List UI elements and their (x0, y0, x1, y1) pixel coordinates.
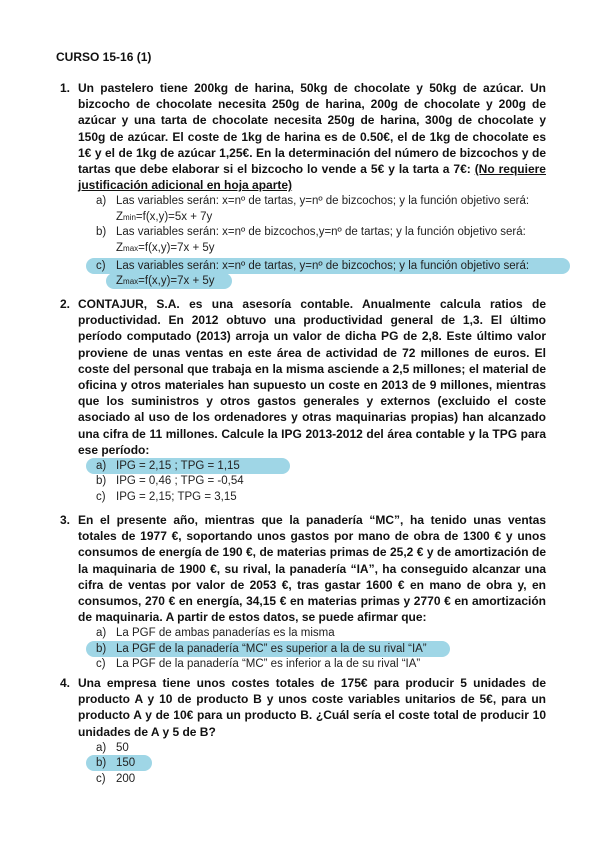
answer-options (96, 459, 546, 505)
option-letter: c) (96, 490, 106, 503)
option-formula (96, 210, 546, 225)
option-text: 200 (116, 772, 136, 785)
question-number: 1. (60, 81, 71, 95)
option-b (96, 225, 546, 256)
option-formula (96, 241, 546, 256)
option-b (96, 474, 546, 489)
answer-options (96, 741, 546, 787)
question-note: (No requiere justificación adicional en hoja aparte) (78, 162, 546, 193)
option-letter: b) (96, 226, 107, 239)
question-3 (60, 512, 546, 673)
option-text: Las variables serán: x=nº de bizcochos,y=nº de tartas; y la función objetivo será: (116, 226, 526, 239)
option-text: IPG = 0,46 ; TPG = -0,54 (116, 475, 244, 488)
option-a (96, 741, 546, 756)
option-letter: a) (96, 627, 107, 640)
question-text: Una empresa tiene unos costes totales de 175€ para producir 5 unidades de producto A y 10 de producto B y unos coste variables unitarios de 5€, para un producto A y de 10€ para un producto B. ¿Cuál sería el coste total de producir 10 unidades de A y 5 de B? (78, 676, 546, 739)
question-4 (60, 675, 546, 787)
question-number: 2. (60, 297, 71, 311)
page-title: CURSO 15-16 (1) (56, 50, 152, 64)
option-text: 50 (116, 741, 129, 754)
question-2 (60, 296, 546, 505)
option-text: La PGF de la panadería “MC” es inferior a la de su rival “IA” (116, 658, 421, 671)
question-text: CONTAJUR, S.A. es una asesoría contable. Anualmente calcula ratios de productividad. En 2012 obtuvo una productividad general de 1,3. El último período computado (2013) arroja un valor de dicha PG de 2,8. Este último valor proviene de unas ventas en este área de actividad de 72 millones de euros. El coste del personal que trabaja en la misma asciende a 2,5 millones; el material de oficina y otros materiales han supuesto un coste en 2013 de 9 millones, mientras que los suministros y otros gastos generales y externos (excluido el coste asociado al uso de los ordenadores y otras maquinarias propias) han alcanzado una cifra de 11 millones. Calcule la IPG 2013-2012 del área contable y la TPG para ese período: (78, 297, 546, 457)
option-letter: a) (96, 741, 107, 754)
answer-options (96, 194, 546, 289)
formula-subscript: min (123, 212, 136, 222)
formula-z: Z (116, 210, 124, 223)
formula-expression: =f(x,y)=7x + 5y (138, 275, 215, 288)
option-b-highlighted (96, 642, 546, 657)
option-c-highlighted (96, 259, 546, 290)
question-text: En el presente año, mientras que la panadería “MC”, ha tenido unas ventas totales de 1977 €, soportando unos gastos por mano de obra de 1300 € y unos consumos de energía de 190 €, de materias primas de 25,2 € y de amortización de la maquinaria de 1900 €, su rival, la panadería “IA”, ha conseguido alcanzar una cifra de ventas por valor de 2053 €, tras gastar 1600 € en mano de obra y, en consumos, 270 € en energía, 34,15 € en materias primas y 2770 € en amortización de maquinaria. A partir de estos datos, se puede afirmar que: (78, 513, 546, 625)
option-letter: b) (96, 757, 107, 770)
formula-z: Z (116, 241, 124, 254)
option-a-highlighted (96, 459, 546, 474)
option-c (96, 490, 546, 505)
formula-subscript: max (123, 277, 139, 287)
option-a (96, 194, 546, 225)
option-letter: a) (96, 195, 107, 208)
question-body: Un pastelero tiene 200kg de harina, 50kg de chocolate y 50kg de azúcar. Un bizcocho de chocolate necesita 250g de harina, 200g de chocolate y 200g de azúcar y una tarta de chocolate necesita 250g de harina, 300g de chocolate y 150g de azúcar. El coste de 1kg de harina es de 0.50€, el de 1kg de chocolate es 1€ y el de 1kg de azúcar 1,25€. En la determinación del número de bizcochos y de tartas que debe elaborar si el bizcocho lo vende a 5€ y la tarta a 7€: (78, 81, 546, 177)
question-number: 3. (60, 513, 71, 527)
option-formula (96, 274, 546, 289)
formula-z: Z (116, 275, 124, 288)
option-text: Las variables serán: x=nº de tartas, y=nº de bizcochos; y la función objetivo será: (116, 260, 530, 273)
option-letter: c) (96, 260, 106, 273)
option-text: La PGF de la panadería “MC” es superior a la de su rival “IA” (116, 642, 427, 655)
question-1 (60, 80, 546, 290)
question-text (78, 80, 546, 193)
option-letter: b) (96, 475, 107, 488)
option-a (96, 626, 546, 641)
option-letter: a) (96, 460, 107, 473)
option-letter: c) (96, 772, 106, 785)
option-c (96, 657, 546, 672)
formula-subscript: max (123, 243, 139, 253)
answer-options (96, 626, 546, 672)
option-text: La PGF de ambas panaderías es la misma (116, 627, 335, 640)
question-number: 4. (60, 676, 71, 690)
formula-expression: =f(x,y)=5x + 7y (135, 210, 213, 223)
option-letter: b) (96, 642, 107, 655)
formula-expression: =f(x,y)=7x + 5y (138, 241, 215, 254)
option-text: IPG = 2,15 ; TPG = 1,15 (116, 460, 240, 473)
option-b-highlighted (96, 756, 546, 771)
option-c (96, 772, 546, 787)
option-letter: c) (96, 658, 106, 671)
option-text: Las variables serán: x=nº de tartas, y=nº de bizcochos; y la función objetivo será: (116, 195, 530, 208)
option-text: 150 (116, 757, 136, 770)
option-text: IPG = 2,15; TPG = 3,15 (116, 490, 237, 503)
